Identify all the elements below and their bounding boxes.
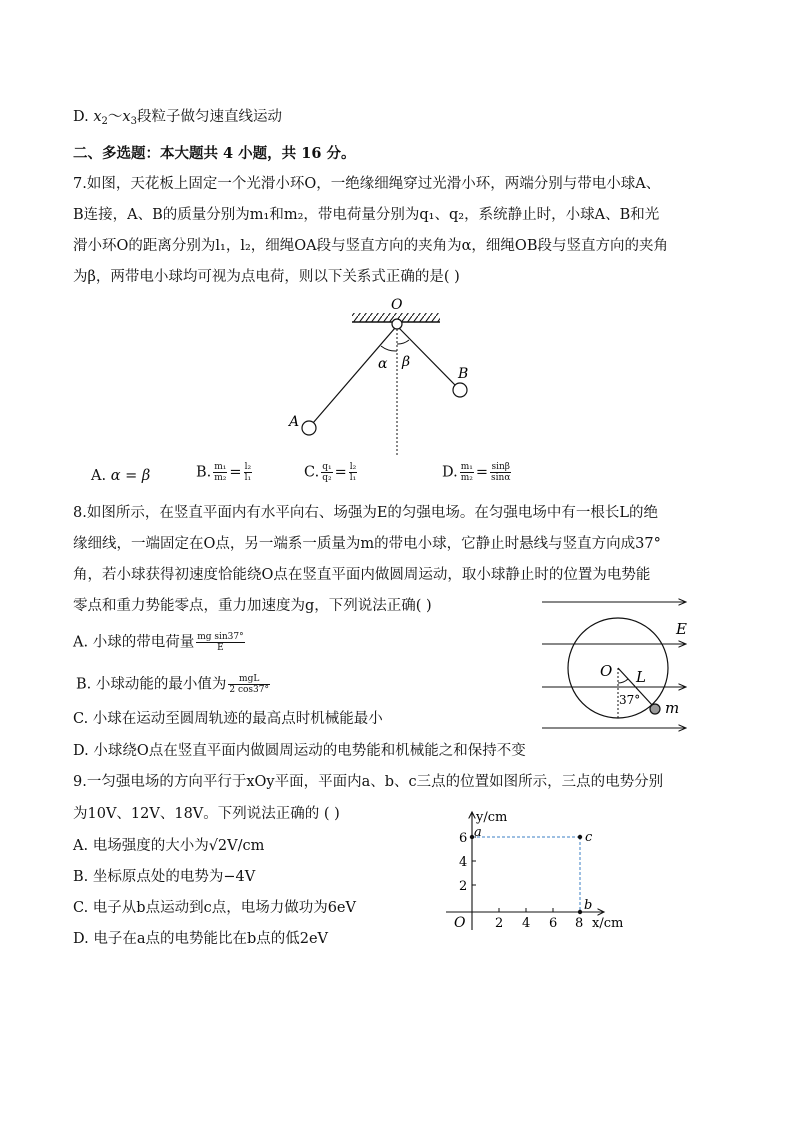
q7-line-4: 为β，两带电小球均可视为点电荷，则以下关系式正确的是( ) [73, 269, 460, 285]
y-tick-2: 2 [459, 879, 468, 894]
q7-figure [280, 292, 480, 460]
label-alpha: α [378, 356, 388, 372]
label-c: c [585, 830, 593, 845]
x-tick-6: 6 [549, 916, 558, 931]
q9-option-c[interactable]: C. 电子从b点运动到c点，电场力做功为6eV [73, 900, 356, 916]
label-beta: β [402, 354, 411, 370]
q8-option-b[interactable]: B. 小球动能的最小值为 $\frac{\text{mgL}}{2 \cos 37^\circ}$ [76, 674, 269, 695]
angle-alpha-arc [381, 346, 397, 351]
x-tick-8: 8 [575, 916, 584, 931]
label-o: O [600, 662, 613, 680]
q7-option-a[interactable]: A. α = β [91, 468, 151, 484]
q7-line-2: B连接，A、B的质量分别为m₁和m₂，带电荷量分别为q₁、q₂，系统静止时，小球A、B和光 [73, 207, 660, 223]
q8-line-4: 零点和重力势能零点，重力加速度为g，下列说法正确( ) [73, 598, 432, 614]
label-m: m [665, 699, 680, 717]
label-a: a [474, 825, 482, 840]
y-tick-4: 4 [459, 855, 468, 870]
q9-option-d[interactable]: D. 电子在a点的电势能比在b点的低2eV [73, 931, 329, 947]
prev-option-d: D. $x_2\sim x_3$段粒子做匀速直线运动 [73, 109, 282, 127]
ball-m [650, 704, 660, 714]
angle-beta-arc [397, 340, 409, 344]
ring-o [392, 319, 402, 329]
label-angle: 37° [619, 693, 641, 707]
label-b: b [584, 898, 593, 913]
q7-option-d[interactable]: D. $\frac{\text{m₁}}{\text{m₂}}$ = $\frac{\sin\beta}{\sin\alpha}$ [442, 462, 511, 483]
label-l: L [636, 668, 646, 686]
q8-option-c[interactable]: C. 小球在运动至圆周轨迹的最高点时机械能最小 [73, 711, 383, 727]
q8-option-d[interactable]: D. 小球绕O点在竖直平面内做圆周运动的电势能和机械能之和保持不变 [73, 743, 526, 759]
x-tick-2: 2 [495, 916, 504, 931]
q9-line-2: 为10V、12V、18V。下列说法正确的 ( ) [73, 806, 340, 822]
q7-line-1: 7.如图，天花板上固定一个光滑小环O，一绝缘细绳穿过光滑小环，两端分别与带电小球A、 [73, 176, 661, 192]
section-title: 二、多选题：本大题共 4 小题，共 16 分。 [73, 145, 356, 162]
label-o: O [391, 297, 403, 313]
y-axis-label: y/cm [476, 810, 508, 825]
q8-figure [540, 592, 695, 737]
q9-figure [440, 806, 640, 934]
label-b: B [458, 366, 469, 382]
q7-option-b[interactable]: B. $\frac{\text{m₁}}{\text{m₂}}$ = $\frac{\text{l₂}}{\text{l₁}}$ [196, 462, 252, 483]
point-b [578, 910, 582, 914]
x-axis-label: x/cm [592, 916, 624, 931]
label-e: E [676, 620, 687, 638]
y-tick-6: 6 [459, 831, 468, 846]
q8-line-2: 缘细线，一端固定在O点，另一端系一质量为m的带电小球，它静止时悬线与竖直方向成37° [73, 536, 661, 552]
x-tick-marks [499, 908, 580, 912]
q8-line-3: 角，若小球获得初速度恰能绕O点在竖直平面内做圆周运动，取小球静止时的位置为电势能 [73, 567, 651, 583]
ball-b [453, 383, 467, 397]
y-tick-marks [472, 837, 476, 885]
q8-line-1: 8.如图所示，在竖直平面内有水平向右、场强为E的匀强电场。在匀强电场中有一根长L的绝 [73, 505, 659, 521]
q9-option-b[interactable]: B. 坐标原点处的电势为−4V [73, 869, 256, 885]
point-c [578, 835, 582, 839]
q7-line-3: 滑小环O的距离分别为l₁，l₂，细绳OA段与竖直方向的夹角为α，细绳OB段与竖直方向的夹角 [73, 238, 668, 254]
option-letter: D. [73, 109, 89, 125]
q8-option-a[interactable]: A. 小球的带电荷量 $\frac{\text{mg sin37°}}{E}$ [73, 632, 244, 653]
q7-option-c[interactable]: C. $\frac{\text{q₁}}{\text{q₂}}$ = $\frac{\text{l₂}}{\text{l₁}}$ [304, 462, 357, 483]
q9-option-a[interactable]: A. 电场强度的大小为√2V/cm [73, 838, 265, 854]
x-tick-4: 4 [522, 916, 531, 931]
angle-arc [618, 679, 628, 683]
origin-label: O [454, 915, 466, 931]
q9-line-1: 9.一匀强电场的方向平行于xOy平面，平面内a、b、c三点的位置如图所示，三点的电势分别 [73, 774, 664, 790]
label-a: A [289, 414, 300, 430]
string-oa [313, 328, 395, 423]
ball-a [302, 421, 316, 435]
